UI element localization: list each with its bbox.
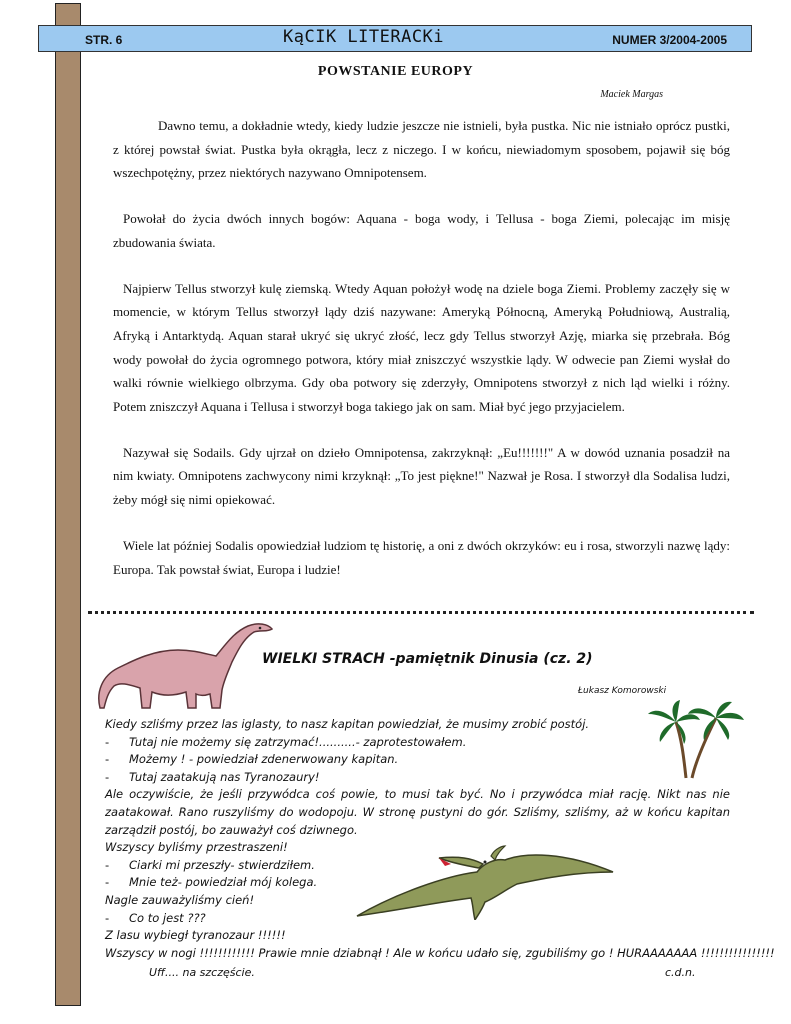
story-paragraph: Najpierw Tellus stworzył kulę ziemską. Wtedy Aquan położył wodę na dziele boga Ziemi. Problemy zaczęły się w momencie, w którym Tellus stworzył lądy dziś nazywane: Ameryką Północną, Ameryką Południową, Australią, Afryką i Antarktydą. Aquan starał ukryć się ukryć złość, lecz gdy Tellus stworzył Azję, miarka się przebrała. Bóg wody powołał do życia ogromnego potwora, który miał zniszczyć wszystkie lądy. W odwecie pan Ziemi wysłał do walki równie wielkiego olbrzyma. Gdy oba potwory się zderzyły, Omnipotens stworzył z nich ląd wielki i różny. Potem zniszczył Aquana i Tellusa i stworzył boga takiego jak on sam. Miał być jego przyjacielem. bbox=[113, 280, 730, 415]
diary-dialogue-line: - Mnie też- powiedział mój kolega. bbox=[105, 874, 730, 892]
dinosaur-illustration bbox=[92, 620, 274, 712]
diary-line: Nagle zauważyliśmy cień! bbox=[105, 892, 255, 907]
page-header bbox=[38, 25, 752, 52]
story-paragraph: Powołał do życia dwóch innych bogów: Aquana - boga wody, i Tellusa - boga Ziemi, polecając im misję zbudowania świata. bbox=[113, 211, 730, 250]
story-title: POWSTANIE EUROPY bbox=[317, 64, 474, 79]
pterodactyl-illustration bbox=[355, 842, 617, 920]
story-paragraph: Dawno temu, a dokładnie wtedy, kiedy ludzie jeszcze nie istnieli, była pustka. Nic nie istniało oprócz pustki, z której powstał świat. Pustka była okrągła, lecz z niczego. I w końcu, niewiadomym sposobem, pojawił się bóg wszechpotężny, przez niektórych nazywano Omnipotensem. bbox=[113, 118, 730, 181]
issue-number: NUMER 3/2004-2005 bbox=[612, 33, 727, 47]
left-sidebar-bar bbox=[55, 3, 81, 1006]
diary-line: Kiedy szliśmy przez las iglasty, to nasz kapitan powiedział, że musimy zrobić postój. bbox=[105, 717, 590, 731]
page-number: STR. 6 bbox=[85, 33, 123, 47]
diary-closing: Uff.... na szczęście. bbox=[149, 966, 255, 980]
diary-closing-row bbox=[105, 962, 730, 982]
diary-paragraph: Ale oczywiście, że jeśli przywódca coś powie, to musi tak być. No i przywódca miał rację. Nikt nas nie zaatakował. Rano ruszyliśmy do wodopoju. W stronę pustyni do gór. Szliśmy, szliśmy, aż w końcu kapitan zarządził postój, bo zauważył coś dziwnego. bbox=[105, 787, 730, 837]
diary-dialogue-line: - Możemy ! - powiedział zdenerwowany kapitan. bbox=[105, 751, 730, 769]
diary-title: WIELKI STRACH -pamiętnik Dinusia (cz. 2) bbox=[262, 651, 593, 667]
continued-mark: c.d.n. bbox=[665, 966, 696, 980]
section-title: KąCIK LITERACKi bbox=[283, 27, 445, 47]
diary-line: Wszyscy byliśmy przestraszeni! bbox=[105, 840, 288, 855]
diary-dialogue-line: - Ciarki mi przeszły- stwierdziłem. bbox=[105, 857, 730, 875]
diary-dialogue-line: - Tutaj nie możemy się zatrzymać!..........- zaprotestowałem. bbox=[105, 734, 730, 752]
story-author: Maciek Margas bbox=[600, 89, 663, 100]
story-paragraph: Wiele lat później Sodalis opowiedział ludziom tę historię, a oni z dwóch okrzyków: eu i rosa, stworzyli nazwę lądy: Europa. Tak powstał świat, Europa i ludzie! bbox=[113, 537, 730, 577]
story-body bbox=[113, 114, 730, 603]
diary-dialogue-line: - Tutaj zaatakują nas Tyranozaury! bbox=[105, 769, 730, 787]
dotted-divider bbox=[88, 611, 754, 614]
diary-dialogue-line: - Co to jest ??? bbox=[105, 910, 730, 928]
diary-author: Łukasz Komorowski bbox=[578, 686, 667, 696]
diary-line: Z lasu wybiegł tyranozaur !!!!!! bbox=[105, 928, 286, 943]
story-paragraph: Nazywał się Sodails. Gdy ujrzał on dzieło Omnipotensa, zakrzyknął: „Eu!!!!!!!" A w dowód uznania posadził na nim kwiaty. Omnipotens zachwycony nimi krzyknął: „To jest piękne!" Nazwał je Rosa. I stworzył dla Sodalisa ludzi, żeby mógł się nimi opiekować. bbox=[113, 444, 730, 508]
diary-line: Wszyscy w nogi !!!!!!!!!!!! Prawie mnie dziabnął ! Ale w końcu udało się, zgubiliśmy go ! HURAAAAAAA !!!!!!!!!!!!!!!! bbox=[105, 945, 775, 960]
